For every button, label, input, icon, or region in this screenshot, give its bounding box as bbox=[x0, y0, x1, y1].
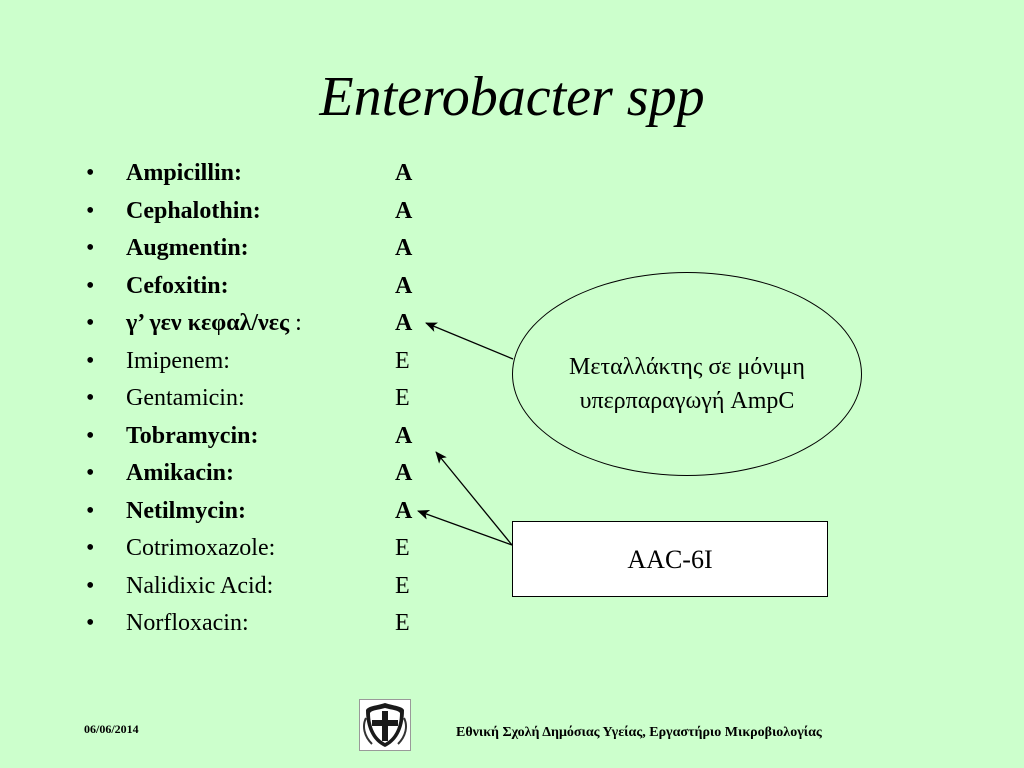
drug-name bbox=[126, 305, 302, 342]
drug-name: Tobramycin: bbox=[126, 422, 259, 449]
drug-name-suffix: : bbox=[289, 310, 302, 336]
susceptibility-result: A bbox=[395, 197, 413, 224]
drug-name: Cefoxitin: bbox=[126, 272, 229, 299]
bullet: • bbox=[86, 310, 95, 336]
drug-name: Norfloxacin: bbox=[126, 610, 249, 636]
drug-name: Gentamicin: bbox=[126, 385, 245, 411]
footer-date: 06/06/2014 bbox=[84, 722, 139, 736]
ellipse-text-line2: υπερπαραγωγή AmpC bbox=[579, 388, 795, 414]
drug-name: Amikacin: bbox=[126, 460, 234, 486]
bullet: • bbox=[86, 497, 95, 524]
drug-name: Ampicillin: bbox=[126, 160, 243, 186]
drug-name: Augmentin: bbox=[126, 235, 249, 261]
susceptibility-result: E bbox=[395, 572, 410, 599]
bullet: • bbox=[86, 572, 95, 599]
drug-name: Cotrimoxazole: bbox=[126, 535, 276, 561]
bullet: • bbox=[86, 535, 95, 561]
ellipse-text-line1: Μεταλλάκτης σε μόνιμη bbox=[569, 354, 805, 380]
susceptibility-result: A bbox=[395, 422, 413, 449]
bullet: • bbox=[86, 347, 95, 374]
susceptibility-result: E bbox=[395, 610, 410, 636]
drug-name: Nalidixic Acid: bbox=[126, 572, 274, 599]
bullet: • bbox=[86, 422, 95, 449]
bullet: • bbox=[86, 235, 95, 261]
drug-name: Imipenem: bbox=[126, 347, 230, 374]
drug-name: Netilmycin: bbox=[126, 497, 246, 524]
footer-organization: Εθνική Σχολή Δημόσιας Υγείας, Εργαστήριο Μικροβιολογίας bbox=[456, 725, 822, 740]
arrow-to-tobramycin bbox=[436, 452, 512, 545]
susceptibility-result: A bbox=[395, 497, 413, 524]
slide-title: Enterobacter spp bbox=[319, 66, 705, 128]
drug-name: Cephalothin: bbox=[126, 197, 261, 224]
bullet: • bbox=[86, 610, 95, 636]
ampc-callout-ellipse bbox=[512, 272, 862, 476]
susceptibility-result: A bbox=[395, 272, 413, 299]
greek-coat-of-arms-icon bbox=[359, 699, 411, 751]
bullet: • bbox=[86, 160, 95, 186]
susceptibility-result: A bbox=[395, 235, 413, 261]
drug-name-text: γ’ γεν κεφαλ/νες bbox=[126, 310, 290, 336]
susceptibility-result: E bbox=[395, 535, 410, 561]
arrow-to-netilmycin bbox=[418, 511, 512, 545]
bullet: • bbox=[86, 385, 95, 411]
bullet: • bbox=[86, 197, 95, 224]
susceptibility-result: A bbox=[395, 310, 413, 336]
susceptibility-result: A bbox=[395, 460, 413, 486]
bullet: • bbox=[86, 460, 95, 486]
susceptibility-result: A bbox=[395, 160, 413, 186]
susceptibility-result: E bbox=[395, 385, 410, 411]
susceptibility-result: E bbox=[395, 347, 410, 374]
bullet: • bbox=[86, 272, 95, 299]
aac-callout-box: AAC-6I bbox=[512, 521, 828, 597]
